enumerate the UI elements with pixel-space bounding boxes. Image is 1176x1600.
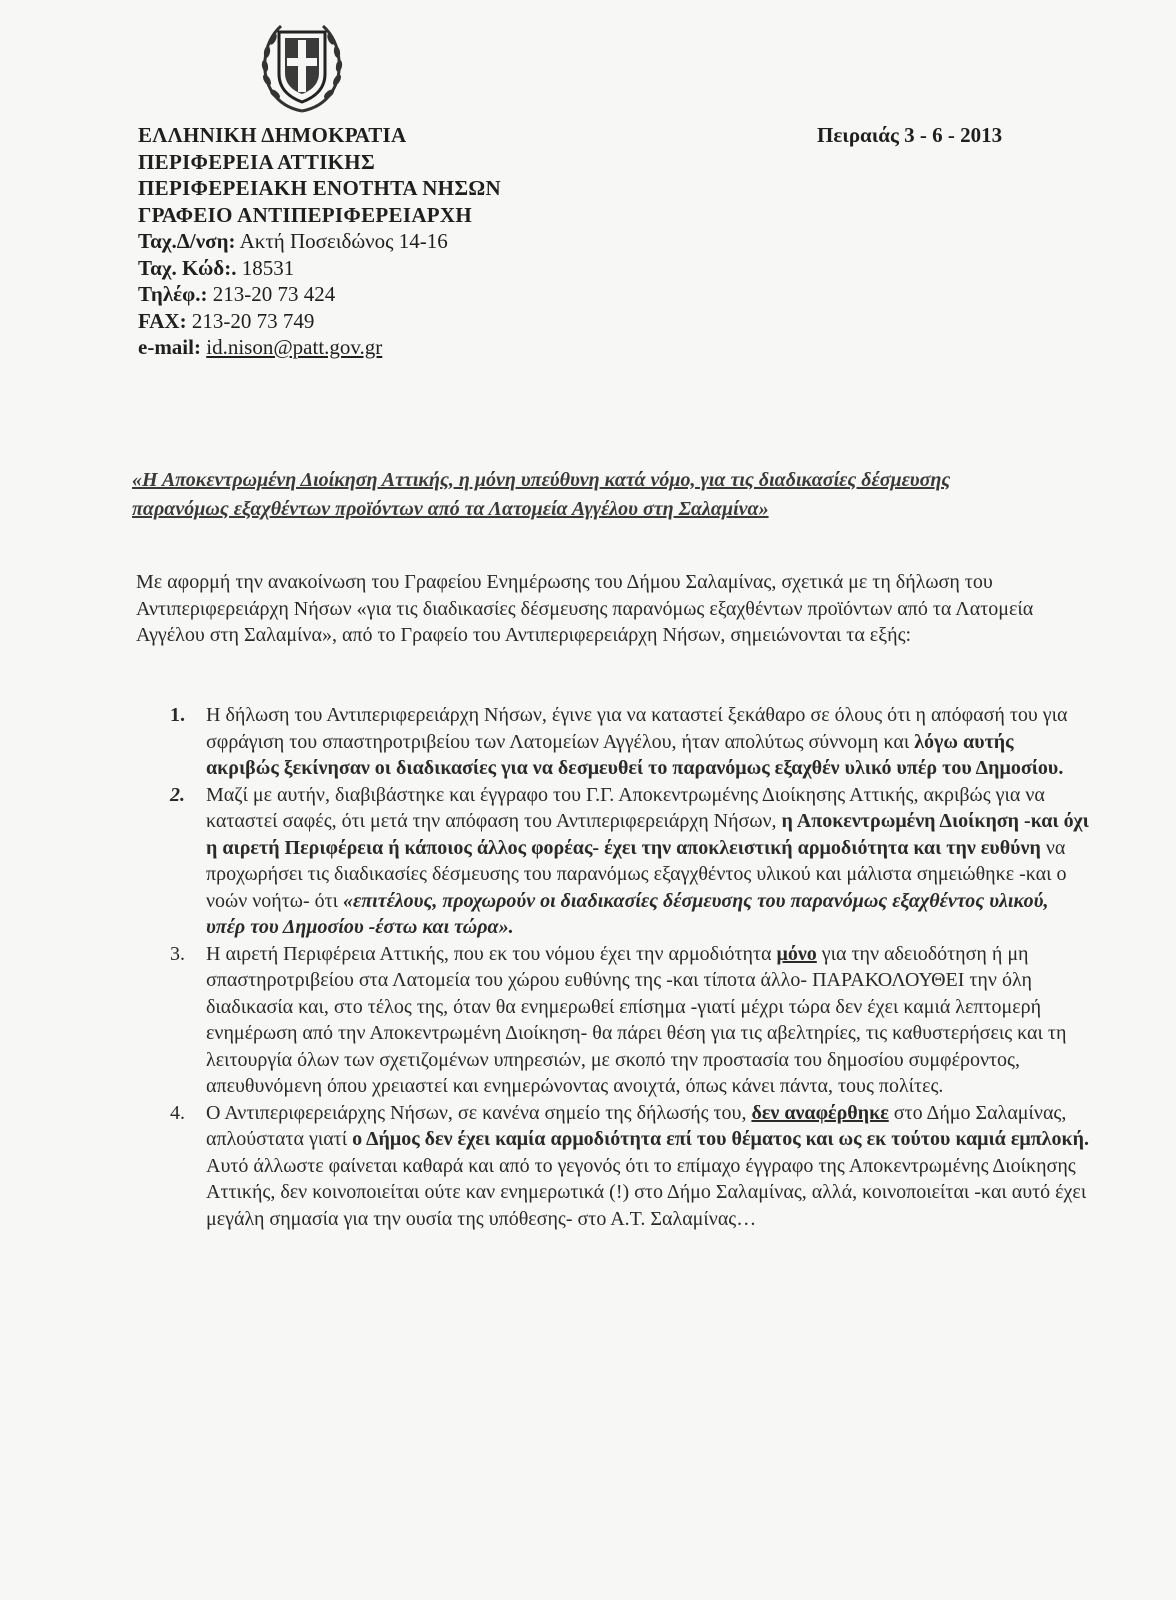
fax-label: FAX: bbox=[138, 308, 187, 333]
header-address bbox=[138, 228, 501, 255]
sender-header bbox=[138, 122, 501, 361]
header-email bbox=[138, 334, 501, 361]
email-label: e-mail: bbox=[138, 335, 201, 359]
item-number: 2. bbox=[170, 783, 185, 806]
email-link[interactable]: id.nison@patt.gov.gr bbox=[206, 335, 383, 359]
header-region: ΠΕΡΙΦΕΡΕΙΑ ΑΤΤΙΚΗΣ bbox=[138, 149, 375, 174]
header-country: ΕΛΛΗΝΙΚΗ ΔΗΜΟΚΡΑΤΙΑ bbox=[138, 123, 407, 147]
item-number: 3. bbox=[170, 942, 185, 965]
header-fax bbox=[138, 308, 501, 335]
item-text: στο Δήμο Σαλαμίνας, απλούστατα γιατί bbox=[206, 1101, 1067, 1150]
header-phone bbox=[138, 281, 501, 308]
header-postcode bbox=[138, 255, 501, 282]
item-text: Αυτό άλλωστε φαίνεται καθαρά και από το γεγονός ότι το επίμαχο έγγραφο της Αποκεντρωμένης Διοίκησης Αττικής, δεν κοινοποιείται ούτε καν ενημερωτικά (!) στο Δήμο Σαλαμίνας, αλλά, κοινοποιείται -και αυτό έχει μεγάλη σημασία για την ουσία της υπόθεσης- στο Α.Τ. Σαλαμίνας… bbox=[206, 1154, 1087, 1230]
item-bold-text: ο Δήμος δεν έχει καμία αρμοδιότητα επί του θέματος και ως εκ τούτου καμιά εμπλοκή. bbox=[352, 1128, 1089, 1150]
header-unit: ΠΕΡΙΦΕΡΕΙΑΚΗ ΕΝΟΤΗΤΑ ΝΗΣΩΝ bbox=[138, 176, 501, 200]
list-item bbox=[160, 702, 1090, 782]
item-text: Η δήλωση του Αντιπεριφερειάρχη Νήσων, έγινε για να καταστεί ξεκάθαρο σε όλους ότι η απόφασή του για σφράγιση του σπαστηροτριβείου των Λατομείων Αγγέλου, ήταν απολύτως σύννομη και bbox=[206, 704, 1068, 753]
item-emphasis: μόνο bbox=[776, 942, 817, 965]
greek-coat-of-arms-emblem bbox=[257, 18, 347, 116]
item-bold-italic-quote: «επιτέλους, προχωρούν οι διαδικασίες δέσμευσης του παρανόμως εξαχθέντος υλικού, υπέρ του Δημοσίου -έστω και τώρα». bbox=[206, 889, 1049, 938]
document-date: Πειραιάς 3 - 6 - 2013 bbox=[817, 123, 1003, 147]
numbered-points-list bbox=[160, 702, 1090, 1232]
phone-value: 213-20 73 424 bbox=[207, 282, 336, 306]
item-bold-text: λόγω αυτής ακριβώς ξεκίνησαν οι διαδικασίες για να δεσμευθεί το παρανόμως εξαχθέν υλικό υπέρ του Δημοσίου. bbox=[206, 730, 1064, 779]
address-value: Ακτή Ποσειδώνος 14-16 bbox=[235, 229, 448, 253]
item-text: Η αιρετή Περιφέρεια Αττικής, που εκ του νόμου έχει την αρμοδιότητα bbox=[206, 942, 777, 965]
item-text: να προχωρήσει τις διαδικασίες δέσμευσης του παρανόμως εξαγχθέντος υλικού και μάλιστα σημειώθηκε -και ο νοών νοήτω- ότι bbox=[206, 836, 1067, 912]
item-emphasis: δεν αναφέρθηκε bbox=[751, 1101, 889, 1124]
fax-value: 213-20 73 749 bbox=[186, 308, 315, 333]
list-item bbox=[160, 941, 1090, 1100]
item-number: 4. bbox=[170, 1101, 185, 1124]
postcode-label: Ταχ. Κώδ:. bbox=[138, 255, 237, 280]
phone-label: Τηλέφ.: bbox=[138, 282, 208, 306]
postcode-value: 18531 bbox=[236, 255, 295, 280]
item-number: 1. bbox=[170, 704, 185, 726]
intro-paragraph: Με αφορμή την ανακοίνωση του Γραφείου Ενημέρωσης του Δήμου Σαλαμίνας, σχετικά με τη δήλωση του Αντιπεριφερειάρχη Νήσων «για τις διαδικασίες δέσμευσης παρανόμως εξαχθέντων προϊόντων από τα Λατομεία Αγγέλου στη Σαλαμίνα», από το Γραφείο του Αντιπεριφερειάρχη Νήσων, σημειώνονται τα εξής: bbox=[136, 571, 1034, 646]
item-text: Μαζί με αυτήν, διαβιβάστηκε και έγγραφο του Γ.Γ. Αποκεντρωμένης Διοίκησης Αττικής, ακριβώς για να καταστεί σαφές, ότι μετά την απόφαση του Αντιπεριφερειάρχη Νήσων, bbox=[206, 783, 1045, 832]
header-office: ΓΡΑΦΕΙΟ ΑΝΤΙΠΕΡΙΦΕΡΕΙΑΡΧΗ bbox=[138, 202, 473, 227]
list-item bbox=[160, 1100, 1090, 1233]
list-item bbox=[160, 782, 1090, 941]
item-text: Ο Αντιπεριφερειάρχης Νήσων, σε κανένα σημείο της δήλωσής του, bbox=[206, 1101, 752, 1124]
item-bold-text: η Αποκεντρωμένη Διοίκηση -και όχι η αιρετή Περιφέρεια ή κάποιος άλλος φορέας- έχει την αποκλειστική αρμοδιότητα και την ευθύνη bbox=[206, 810, 1089, 859]
address-label: Ταχ.Δ/νση: bbox=[138, 229, 236, 253]
item-text: για την αδειοδότηση ή μη σπαστηροτριβείου στα Λατομεία του χώρου ευθύνης της -και τίποτα άλλο- ΠΑΡΑΚΟΛΟΥΘΕΙ την όλη διαδικασία και, στο τέλος της, όταν θα ενημερωθεί επίσημα -γιατί μέχρι τώρα δεν έχει καμιά λεπτομερή ενημέρωση από την Αποκεντρωμένη Διοίκηση- θα πάρει θέση για τις αβελτηρίες, τις καθυστερήσεις και τη λειτουργία όλων των σχετιζομένων υπηρεσιών, με σκοπό την προστασία του δημοσίου συμφέροντος, απευθυνόμενη όπου χρειαστεί και ενημερώνοντας ανοιχτά, όπως κάνει πάντα, τους πολίτες. bbox=[206, 942, 1067, 1097]
document-title: «Η Αποκεντρωμένη Διοίκηση Αττικής, η μόνη υπεύθυνη κατά νόμο, για τις διαδικασίες δέσμευσης παρανόμως εξαχθέντων προϊόντων από τα Λατομεία Αγγέλου στη Σαλαμίνα» bbox=[132, 469, 951, 520]
